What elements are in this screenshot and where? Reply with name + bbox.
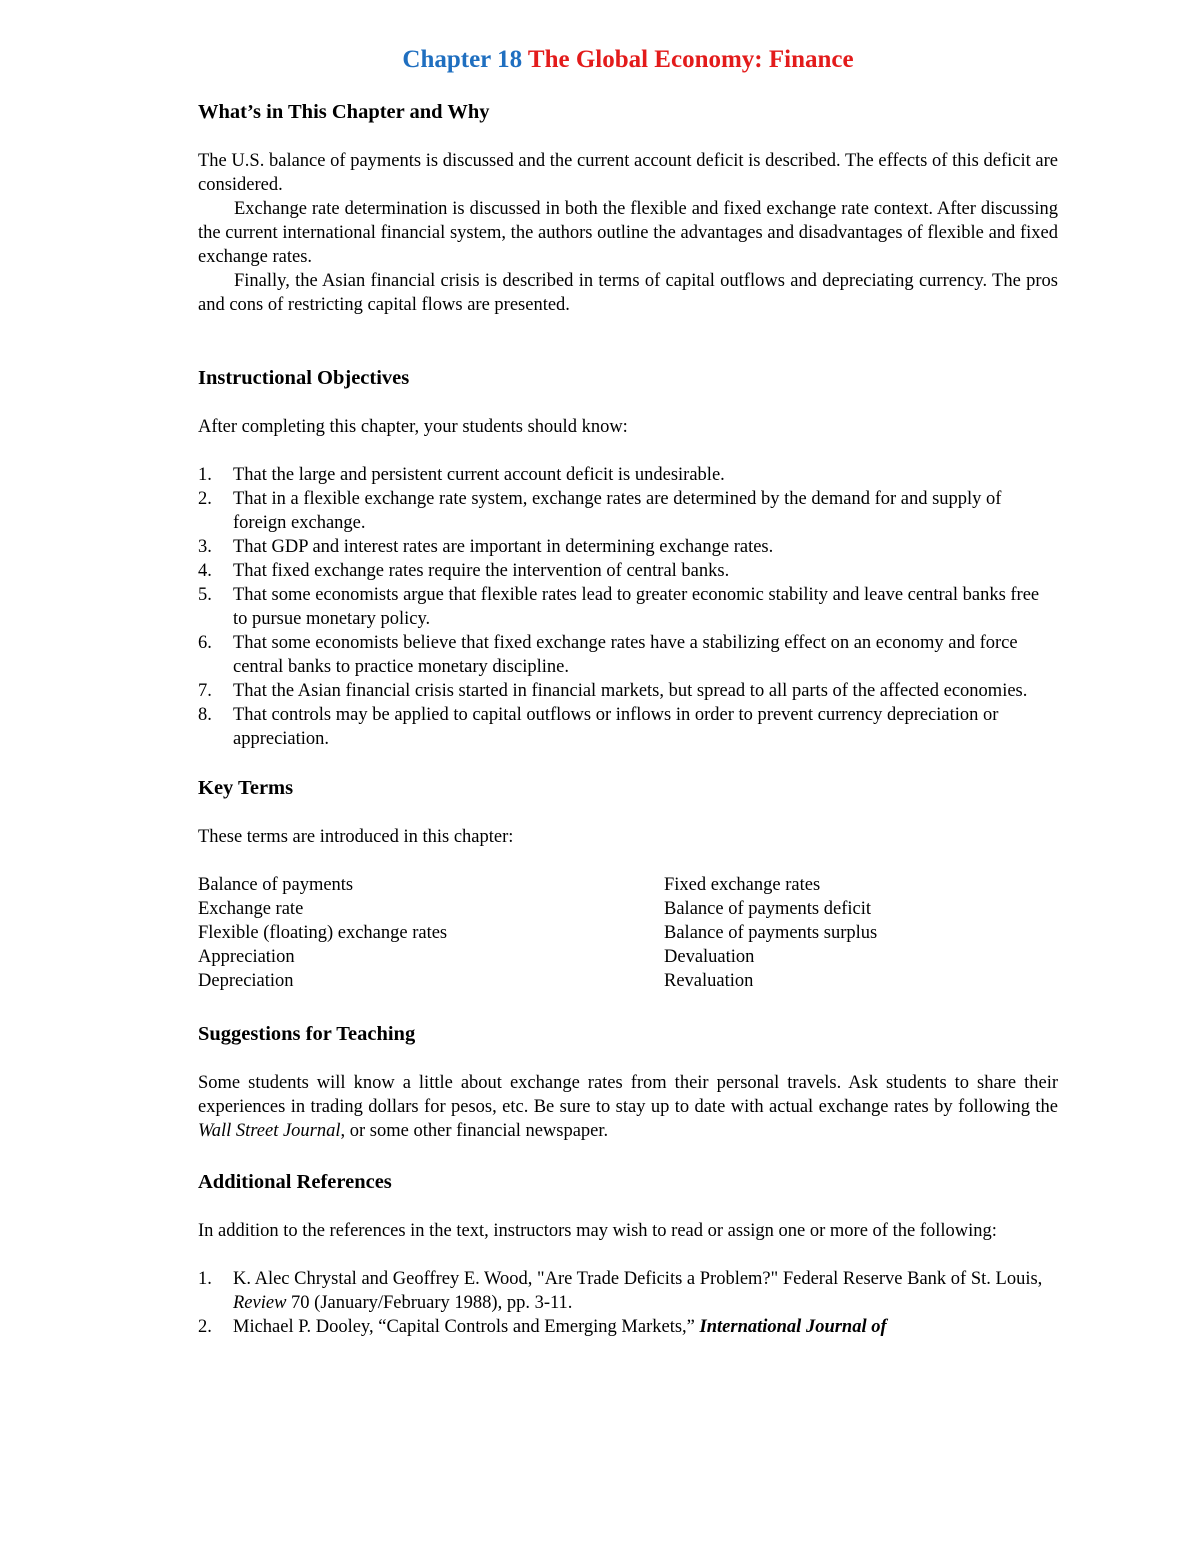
term-left: Appreciation — [198, 947, 295, 967]
term-left: Balance of payments — [198, 875, 354, 895]
references-intro: In addition to the references in the text, instructors may wish to read or assign one or more of the following: — [198, 1221, 997, 1241]
list-item: 1. K. Alec Chrystal and Geoffrey E. Wood, "Are Trade Deficits a Problem?" Federal Reserve Bank of St. Louis, Review 70 (January/February 1988), pp. 3-11. — [198, 1269, 1043, 1313]
chapter-title — [198, 44, 1058, 76]
whats-in-paragraph-3: Finally, the Asian financial crisis is described in terms of capital outflows and depreciating currency. The pros and cons of restricting capital flows are presented. — [198, 271, 1058, 315]
term-right: Balance of payments deficit — [664, 899, 872, 919]
list-item: 7. That the Asian financial crisis started in financial markets, but spread to all parts of the affected economies. — [198, 681, 1028, 701]
objectives-heading: Instructional Objectives — [198, 367, 410, 389]
list-item: 8. That controls may be applied to capital outflows or inflows in order to prevent currency depreciation or appreciation. — [198, 705, 999, 749]
term-left: Flexible (floating) exchange rates — [198, 923, 448, 943]
chapter-name: The Global Economy: Finance — [527, 46, 854, 73]
term-left: Depreciation — [198, 971, 294, 991]
whats-in-paragraph-1: The U.S. balance of payments is discussed and the current account deficit is described. The effects of this deficit are considered. — [198, 151, 1058, 195]
term-left: Exchange rate — [198, 899, 304, 919]
term-right: Fixed exchange rates — [664, 875, 821, 895]
list-item: 2. That in a flexible exchange rate system, exchange rates are determined by the demand for and supply of foreign exchange. — [198, 489, 1002, 533]
term-right: Devaluation — [664, 947, 755, 967]
list-item: 3. That GDP and interest rates are important in determining exchange rates. — [198, 537, 774, 557]
teaching-heading: Suggestions for Teaching — [198, 1023, 416, 1045]
objectives-list — [198, 463, 1058, 751]
term-right: Revaluation — [664, 971, 754, 991]
whats-in-heading: What’s in This Chapter and Why — [198, 101, 490, 123]
term-right: Balance of payments surplus — [664, 923, 878, 943]
list-item: 1. That the large and persistent current account deficit is undesirable. — [198, 465, 725, 485]
objectives-intro: After completing this chapter, your students should know: — [198, 417, 628, 437]
list-item: 6. That some economists believe that fixed exchange rates have a stabilizing effect on an economy and force central banks to practice monetary discipline. — [198, 633, 1018, 677]
whats-in-paragraph-2: Exchange rate determination is discussed in both the flexible and fixed exchange rate context. After discussing the current international financial system, the authors outline the advantages and disadvantages of flexible and fixed exchange rates. — [198, 199, 1058, 267]
teaching-paragraph: Some students will know a little about exchange rates from their personal travels. Ask students to share their experiences in trading dollars for pesos, etc. Be sure to stay up to date with actual exchange rates by following the Wall Street Journal, or some other financial newspaper. — [198, 1073, 1058, 1141]
chapter-number: Chapter 18 — [402, 46, 523, 73]
references-list — [198, 1267, 1058, 1339]
key-terms-heading: Key Terms — [198, 777, 294, 799]
list-item: 4. That fixed exchange rates require the intervention of central banks. — [198, 561, 730, 581]
key-terms-intro: These terms are introduced in this chapter: — [198, 827, 514, 847]
key-terms-table — [198, 873, 1058, 993]
document-page — [198, 40, 1058, 1339]
list-item: 2. Michael P. Dooley, “Capital Controls and Emerging Markets,” International Journal of — [198, 1317, 887, 1337]
references-heading: Additional References — [198, 1171, 392, 1193]
list-item: 5. That some economists argue that flexible rates lead to greater economic stability and leave central banks free to pursue monetary policy. — [198, 585, 1040, 629]
